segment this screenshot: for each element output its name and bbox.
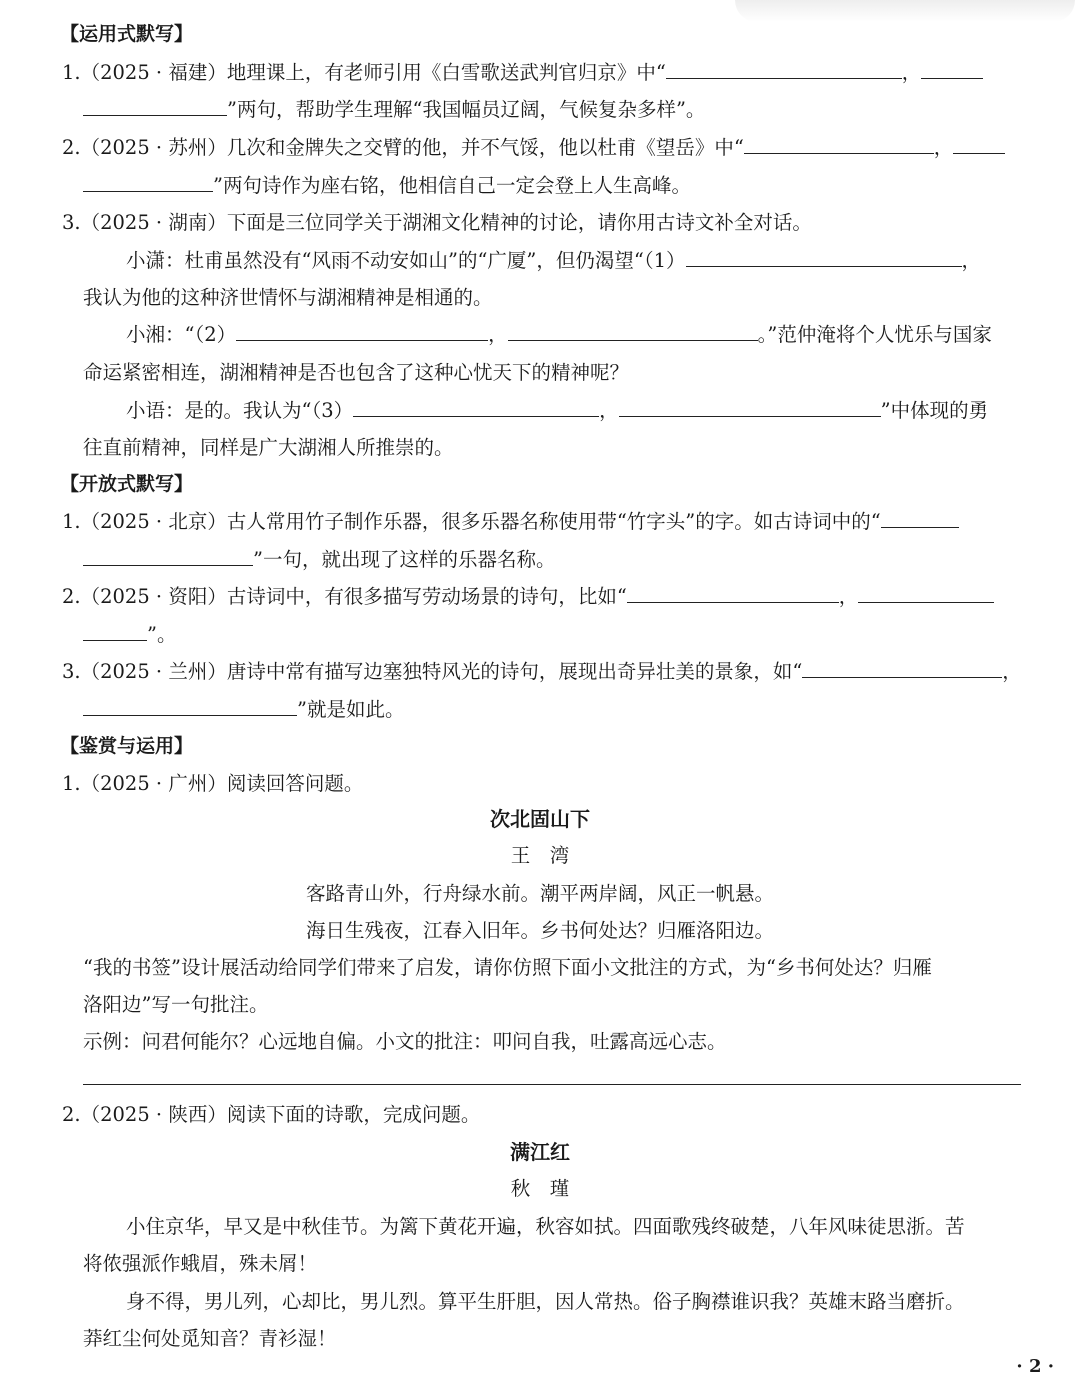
scan-shadow [735,0,1075,22]
question-c1-intro2: 洛阳边”写一句批注。 [83,993,269,1016]
poem2-para2-line2: 莽红尘何处觅知音？青衫湿！ [83,1327,337,1350]
answer-blank[interactable] [881,509,959,528]
question-a3-line4: 小湘：“（2） ， 。”范仲淹将个人忧乐与国家 [126,323,992,346]
poem2-para1-line2: 将侬强派作蛾眉，殊未屑！ [83,1252,318,1275]
question-a3-line2: 小潇：杜甫虽然没有“风雨不动安如山”的“广厦”，但仍渴望“（1） ， [126,249,982,272]
answer-blank[interactable] [627,584,839,603]
question-a3-line7: 往直前精神，同样是广大湖湘人所推崇的。 [83,436,454,459]
question-b1-line2: ”一句，就出现了这样的乐器名称。 [83,546,555,574]
answer-blank[interactable] [236,322,488,341]
answer-blank[interactable] [83,173,213,192]
answer-blank[interactable] [686,248,962,267]
question-a2-line1: 2.（2025 · 苏州）几次和金牌失之交臂的他，并不气馁，他以杜甫《望岳》中“ ， [62,134,1005,162]
question-b3-line2: ”就是如此。 [83,696,404,724]
page-number: · 2 · [1016,1356,1054,1377]
question-a3-line3: 我认为他的这种济世情怀与湖湘精神是相通的。 [83,286,493,309]
answer-blank[interactable] [83,622,147,641]
poem1-title: 次北固山下 [490,807,590,831]
poem1-line1: 客路青山外，行舟绿水前。潮平两岸阔，风正一帆悬。 [305,882,774,905]
question-a3-line5: 命运紧密相连，湖湘精神是否也包含了这种心忧天下的精神呢？ [83,361,630,384]
question-c1-example: 示例：问君何能尔？心远地自偏。小文的批注：叩问自我，吐露高远心志。 [83,1030,727,1053]
answer-blank[interactable] [83,697,297,716]
question-a1-line2: ”两句，帮助学生理解“我国幅员辽阔，气候复杂多样”。 [83,96,705,124]
poem1-line2: 海日生残夜，江春入旧年。乡书何处达？归雁洛阳边。 [305,919,774,942]
question-b1-line1: 1.（2025 · 北京）古人常用竹子制作乐器，很多乐器名称使用带“竹字头”的字。如古诗词中的“ [62,508,959,536]
answer-blank[interactable] [666,60,902,79]
question-b3-line1: 3.（2025 · 兰州）唐诗中常有描写边塞独特风光的诗句，展现出奇异壮美的景象，如“ ， [62,660,1022,683]
question-b2-line1: 2.（2025 · 资阳）古诗词中，有很多描写劳动场景的诗句，比如“ ， [62,583,994,611]
section-heading-open-recall: 【开放式默写】 [60,473,194,495]
poem1-author: 王 湾 [510,844,570,867]
question-a3-line1: 3.（2025 · 湖南）下面是三位同学关于湖湘文化精神的讨论，请你用古诗文补全对话。 [62,211,812,234]
question-c1-intro1: “我的书签”设计展活动给同学们带来了启发，请你仿照下面小文批注的方式，为“乡书何处达？归雁 [83,956,932,979]
question-a3-line6: 小语：是的。我认为“（3） ， ”中体现的勇 [126,399,989,422]
answer-blank[interactable] [619,398,881,417]
section-heading-recall-usage: 【运用式默写】 [60,23,194,45]
poem2-author: 秋 瑾 [510,1177,570,1200]
answer-blank[interactable] [83,547,253,566]
question-b2-line2: ”。 [83,621,176,649]
answer-blank[interactable] [744,135,934,154]
poem2-para2-line1: 身不得，男儿列，心却比，男儿烈。算平生肝胆，因人常热。俗子胸襟谁识我？英雄末路当磨折。 [126,1290,965,1313]
answer-blank[interactable] [921,60,983,79]
question-a2-line2: ”两句诗作为座右铭，他相信自己一定会登上人生高峰。 [83,172,691,200]
question-a1-line1: 1.（2025 · 福建）地理课上，有老师引用《白雪歌送武判官归京》中“ ， [62,59,983,87]
poem2-para1-line1: 小住京华，早又是中秋佳节。为篱下黄花开遍，秋容如拭。四面歌残终破楚，八年风味徒思浙。苦 [126,1215,965,1238]
answer-blank[interactable] [83,97,227,116]
answer-blank[interactable] [858,584,994,603]
answer-blank[interactable] [353,398,599,417]
section-heading-appreciation: 【鉴赏与运用】 [60,735,194,757]
question-c1-line1: 1.（2025 · 广州）阅读回答问题。 [62,772,364,795]
answer-blank[interactable] [802,659,1002,678]
answer-line[interactable] [83,1084,1021,1085]
answer-blank[interactable] [508,322,758,341]
question-c2-line1: 2.（2025 · 陕西）阅读下面的诗歌，完成问题。 [62,1103,481,1126]
answer-blank[interactable] [953,135,1005,154]
poem2-title: 满江红 [510,1140,570,1164]
